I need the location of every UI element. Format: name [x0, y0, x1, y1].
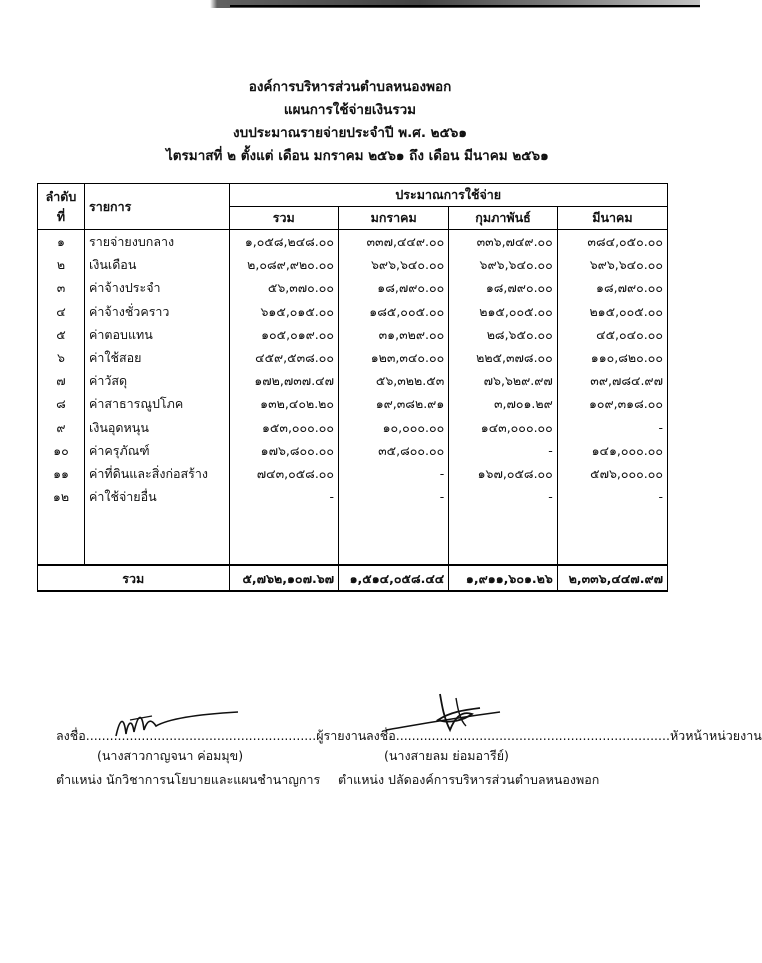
col-header-group: ประมาณการใช้จ่าย	[229, 184, 668, 207]
table-row	[38, 462, 668, 485]
row-mar: ๑๑๐,๘๒๐.๐๐	[557, 346, 667, 369]
empty-cell	[339, 536, 449, 565]
row-mar: ๖๙๖,๖๔๐.๐๐	[557, 253, 667, 276]
row-no: ๑๐	[38, 439, 85, 462]
table-body	[38, 230, 668, 592]
row-no: ๖	[38, 346, 85, 369]
row-jan: ๑๘,๗๙๐.๐๐	[339, 276, 449, 299]
row-jan: ๓๓๗,๔๔๙.๐๐	[339, 230, 449, 254]
row-total: ๗๔๓,๐๕๘.๐๐	[229, 462, 339, 485]
empty-cell	[339, 508, 449, 536]
empty-row	[38, 536, 668, 565]
col-header-no: ลำดับที่	[38, 184, 85, 230]
row-no: ๘	[38, 392, 85, 415]
row-feb: ๑๖๗,๐๕๘.๐๐	[449, 462, 558, 485]
row-mar: ๓๙,๗๘๔.๙๗	[557, 369, 667, 392]
row-item: ค่าครุภัณฑ์	[85, 439, 230, 462]
budget-table	[37, 183, 668, 592]
row-no: ๒	[38, 253, 85, 276]
table-row	[38, 346, 668, 369]
row-mar: ๒๑๕,๐๐๕.๐๐	[557, 300, 667, 323]
row-item: เงินเดือน	[85, 253, 230, 276]
row-no: ๔	[38, 300, 85, 323]
empty-cell	[85, 536, 230, 565]
left-sign-dots: ..........................................................	[85, 728, 317, 743]
row-item: ค่าสาธารณูปโภค	[85, 392, 230, 415]
row-feb: ๒๒๕,๓๗๘.๐๐	[449, 346, 558, 369]
table-row	[38, 485, 668, 508]
row-no: ๗	[38, 369, 85, 392]
row-item: เงินอุดหนุน	[85, 416, 230, 439]
row-jan: ๕๖,๓๒๒.๕๓	[339, 369, 449, 392]
row-no: ๓	[38, 276, 85, 299]
table-row	[38, 323, 668, 346]
row-total: -	[229, 485, 339, 508]
row-total: ๔๕๙,๕๓๘.๐๐	[229, 346, 339, 369]
row-feb: ๓,๗๐๑.๒๙	[449, 392, 558, 415]
row-item: ค่าตอบแทน	[85, 323, 230, 346]
col-header-total: รวม	[229, 207, 339, 230]
row-mar: ๓๘๔,๐๕๐.๐๐	[557, 230, 667, 254]
row-mar: -	[557, 416, 667, 439]
table-row	[38, 230, 668, 254]
table-row	[38, 392, 668, 415]
row-jan: -	[339, 462, 449, 485]
row-feb: -	[449, 485, 558, 508]
right-sign-prefix: ลงชื่อ	[366, 728, 396, 743]
row-feb: ๖๙๖,๖๔๐.๐๐	[449, 253, 558, 276]
row-no: ๕	[38, 323, 85, 346]
empty-cell	[229, 536, 339, 565]
left-sign-role: ผู้รายงาน	[316, 728, 367, 743]
document-header	[0, 76, 700, 168]
row-item: รายจ่ายงบกลาง	[85, 230, 230, 254]
right-signature	[380, 690, 510, 738]
row-item: ค่าวัสดุ	[85, 369, 230, 392]
org-name: องค์การบริหารส่วนตำบลหนองพอก	[248, 79, 452, 95]
row-feb: ๓๓๖,๗๔๙.๐๐	[449, 230, 558, 254]
row-total: ๕๖,๓๗๐.๐๐	[229, 276, 339, 299]
table-row	[38, 416, 668, 439]
empty-cell	[557, 508, 667, 536]
row-jan: ๑๒๓,๓๔๐.๐๐	[339, 346, 449, 369]
right-sign-role: หัวหน้าหน่วยงาน	[669, 728, 762, 743]
row-item: ค่าจ้างชั่วคราว	[85, 300, 230, 323]
total-feb: ๑,๙๑๑,๖๐๑.๒๖	[449, 565, 558, 591]
row-total: ๑๗๖,๘๐๐.๐๐	[229, 439, 339, 462]
row-no: ๑๒	[38, 485, 85, 508]
empty-cell	[557, 536, 667, 565]
col-header-item: รายการ	[85, 184, 230, 230]
total-mar: ๒,๓๓๖,๔๔๗.๙๗	[557, 565, 667, 591]
row-mar: ๔๕,๐๔๐.๐๐	[557, 323, 667, 346]
row-total: ๑๓๒,๔๐๒.๒๐	[229, 392, 339, 415]
left-signature	[112, 708, 242, 744]
table-row	[38, 276, 668, 299]
row-no: ๑	[38, 230, 85, 254]
col-header-feb: กุมภาพันธ์	[449, 207, 558, 230]
left-signer-name: (นางสาวกาญจนา ค่อมมุข)	[97, 748, 244, 763]
row-jan: ๑๙,๓๘๒.๙๑	[339, 392, 449, 415]
row-mar: ๑๔๑,๐๐๐.๐๐	[557, 439, 667, 462]
empty-cell	[449, 536, 558, 565]
row-item: ค่าจ้างประจำ	[85, 276, 230, 299]
row-mar: ๑๐๙,๓๑๘.๐๐	[557, 392, 667, 415]
row-feb: ๑๔๓,๐๐๐.๐๐	[449, 416, 558, 439]
row-mar: -	[557, 485, 667, 508]
row-jan: ๓๑,๓๒๙.๐๐	[339, 323, 449, 346]
row-jan: ๑๘๕,๐๐๕.๐๐	[339, 300, 449, 323]
empty-cell	[38, 508, 85, 536]
row-feb: ๑๘,๗๙๐.๐๐	[449, 276, 558, 299]
row-mar: ๕๗๖,๐๐๐.๐๐	[557, 462, 667, 485]
total-label: รวม	[38, 565, 230, 591]
empty-cell	[449, 508, 558, 536]
right-signer-name: (นางสายลม ย่อมอารีย์)	[384, 748, 509, 763]
row-no: ๙	[38, 416, 85, 439]
total-row	[38, 565, 668, 591]
row-feb: ๒๑๕,๐๐๕.๐๐	[449, 300, 558, 323]
row-feb: -	[449, 439, 558, 462]
total-jan: ๑,๕๑๔,๐๕๘.๔๔	[339, 565, 449, 591]
row-no: ๑๑	[38, 462, 85, 485]
right-sign-dots: .....................................................................	[395, 728, 670, 743]
table-row	[38, 300, 668, 323]
left-signer-position: ตำแหน่ง นักวิชาการนโยบายและแผนชำนาญการ	[56, 772, 321, 787]
row-total: ๑,๐๕๘,๒๔๘.๐๐	[229, 230, 339, 254]
row-item: ค่าที่ดินและสิ่งก่อสร้าง	[85, 462, 230, 485]
empty-cell	[38, 536, 85, 565]
row-item: ค่าใช้สอย	[85, 346, 230, 369]
empty-cell	[229, 508, 339, 536]
row-jan: ๓๕,๘๐๐.๐๐	[339, 439, 449, 462]
row-jan: ๑๐,๐๐๐.๐๐	[339, 416, 449, 439]
table-row	[38, 439, 668, 462]
row-jan: -	[339, 485, 449, 508]
budget-year: งบประมาณรายจ่ายประจำปี พ.ศ. ๒๕๖๑	[233, 125, 467, 141]
row-total: ๑๗๒,๗๓๗.๔๗	[229, 369, 339, 392]
row-feb: ๒๘,๖๕๐.๐๐	[449, 323, 558, 346]
empty-cell	[85, 508, 230, 536]
row-total: ๑๐๕,๐๑๙.๐๐	[229, 323, 339, 346]
row-total: ๖๑๕,๐๑๕.๐๐	[229, 300, 339, 323]
table-row	[38, 369, 668, 392]
row-jan: ๖๙๖,๖๔๐.๐๐	[339, 253, 449, 276]
row-feb: ๗๖,๖๒๙.๙๗	[449, 369, 558, 392]
row-total: ๑๕๓,๐๐๐.๐๐	[229, 416, 339, 439]
row-mar: ๑๘,๗๙๐.๐๐	[557, 276, 667, 299]
right-signer-position: ตำแหน่ง ปลัดองค์การบริหารส่วนตำบลหนองพอก	[338, 772, 600, 787]
col-header-jan: มกราคม	[339, 207, 449, 230]
grand-total: ๕,๗๖๒,๑๐๗.๖๗	[229, 565, 339, 591]
scan-artifact-line	[230, 5, 700, 7]
left-sign-prefix: ลงชื่อ	[56, 728, 86, 743]
row-item: ค่าใช้จ่ายอื่น	[85, 485, 230, 508]
plan-title: แผนการใช้จ่ายเงินรวม	[283, 102, 417, 118]
table-row	[38, 253, 668, 276]
empty-row	[38, 508, 668, 536]
row-total: ๒,๐๘๙,๙๒๐.๐๐	[229, 253, 339, 276]
quarter-range: ไตรมาสที่ ๒ ตั้งแต่ เดือน มกราคม ๒๕๖๑ ถึง เดือน มีนาคม ๒๕๖๑	[166, 148, 549, 164]
col-header-mar: มีนาคม	[557, 207, 667, 230]
